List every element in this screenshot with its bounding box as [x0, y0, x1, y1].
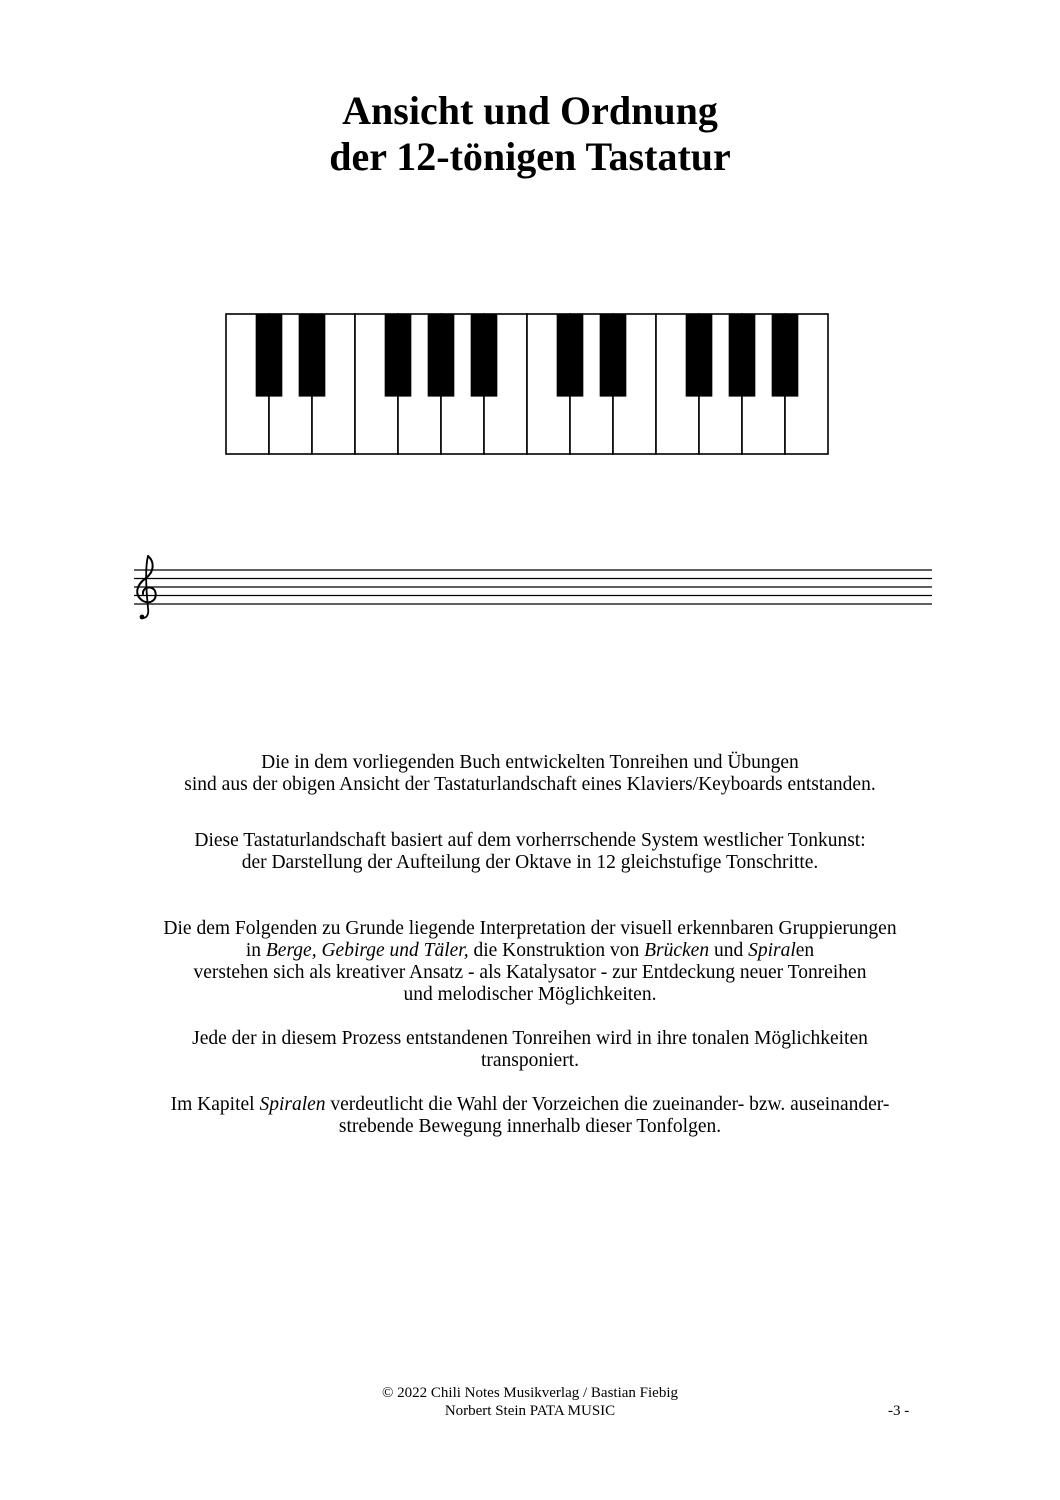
black-key: [686, 314, 713, 397]
black-key: [772, 314, 799, 397]
black-key: [600, 314, 627, 397]
treble-clef-icon: [137, 556, 155, 619]
body-text: [0, 752, 1060, 1138]
paragraph-5: Im Kapitel Spiralen verdeutlicht die Wahl der Vorzeichen die zueinander- bzw. auseinander- strebende Bewegung innerhalb dieser Tonfolgen.: [170, 1094, 890, 1137]
music-staff: [128, 550, 934, 622]
page-number: -3 -: [888, 1403, 910, 1419]
paragraph-2: Diese Tastaturlandschaft basiert auf dem vorherrschende System westlicher Tonkunst: der Darstellung der Aufteilung der Oktave in 12 gleichstufige Tonschritte.: [194, 830, 866, 873]
paragraph-1: Die in dem vorliegenden Buch entwickelten Tonreihen und Übungen sind aus der obigen Ansicht der Tastaturlandschaft eines Klaviers/Keyboards entstanden.: [184, 752, 876, 795]
title-line-1: Ansicht und Ordnung: [342, 88, 718, 133]
paragraph-3: Die dem Folgenden zu Grunde liegende Interpretation der visuell erkennbaren Gruppierungen in Berge, Gebirge und Täler, die Konstruktion von Brücken und Spiralen verstehen sich als kreativer Ansatz - als Katalysator - zur Entdeckung neuer Tonreihen und melodischer Möglichkeiten.: [163, 918, 897, 1005]
black-key: [299, 314, 326, 397]
black-key: [729, 314, 756, 397]
black-key: [557, 314, 584, 397]
paragraph-4: Jede der in diesem Prozess entstandenen Tonreihen wird in ihre tonalen Möglichkeiten transponiert.: [192, 1028, 868, 1071]
black-key: [428, 314, 455, 397]
piano-keyboard-illustration: [225, 313, 829, 455]
black-key: [471, 314, 498, 397]
title-line-2: der 12-tönigen Tastatur: [329, 134, 731, 179]
black-key: [256, 314, 283, 397]
footer-copyright: © 2022 Chili Notes Musikverlag / Bastian Fiebig Norbert Stein PATA MUSIC: [382, 1385, 678, 1419]
black-key: [385, 314, 412, 397]
page-title: [0, 88, 1060, 180]
